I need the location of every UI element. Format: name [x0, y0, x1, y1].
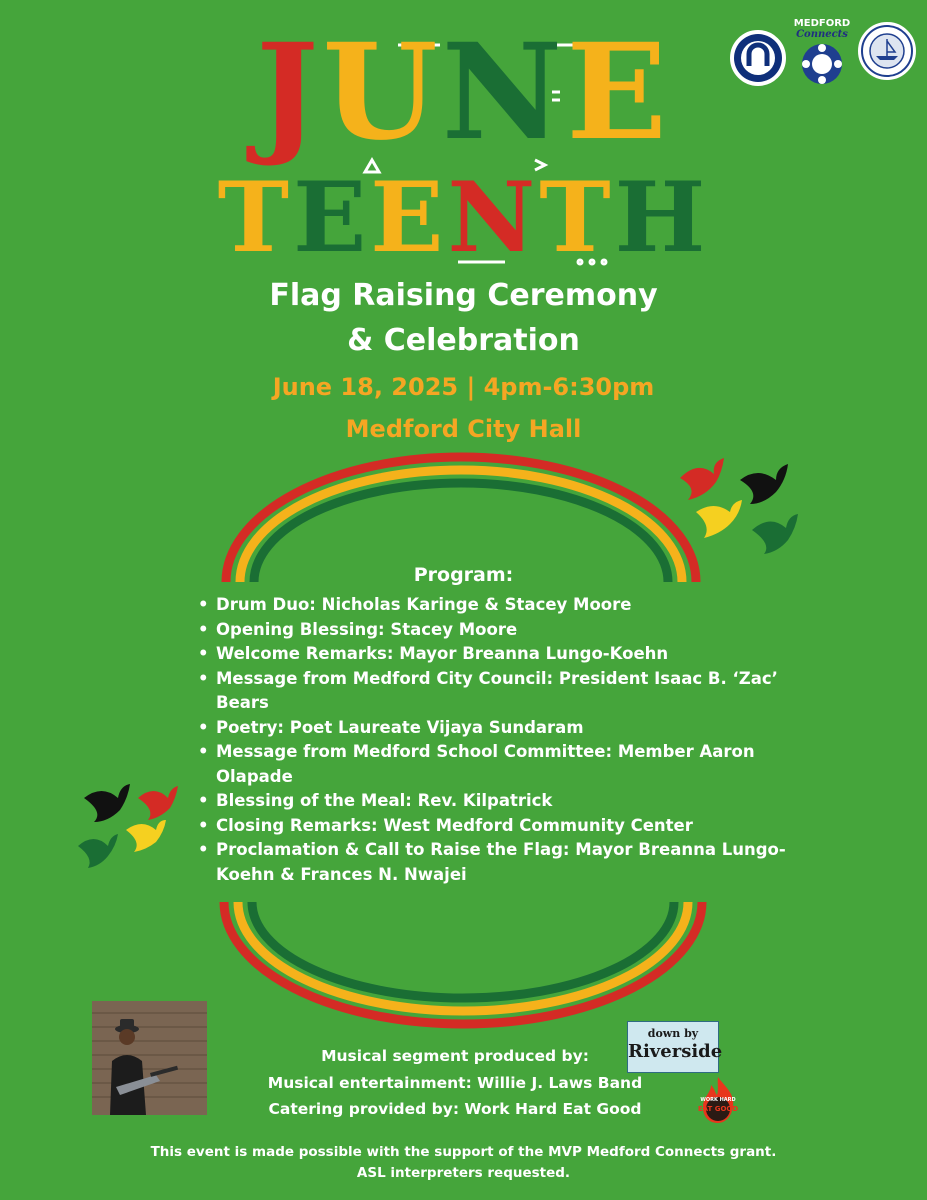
down-by-riverside-text-1: down by	[647, 1027, 699, 1040]
title-letter: T	[217, 161, 294, 274]
work-hard-eat-good-logo	[697, 1075, 739, 1125]
event-venue: Medford City Hall	[345, 415, 582, 443]
title-letter: H	[614, 161, 710, 274]
title-letter: E	[566, 15, 671, 170]
dove-icon	[126, 820, 166, 852]
doves-top-right	[680, 458, 798, 554]
credit-musical-segment: Musical segment produced by:	[321, 1047, 589, 1065]
dove-icon	[138, 786, 178, 820]
program-item: • Drum Duo: Nicholas Karinge & Stacey Moore	[196, 593, 816, 618]
program-item: • Closing Remarks: West Medford Community Center	[196, 814, 816, 839]
guitarist-photo-icon	[92, 1001, 207, 1115]
program-item: • Message from Medford City Council: President Isaac B. ‘Zac’ Bears	[196, 667, 816, 716]
program-heading: Program:	[413, 564, 514, 586]
title-letter: E	[293, 161, 371, 274]
down-by-riverside-logo	[627, 1021, 723, 1073]
footer-asl-notice: ASL interpreters requested.	[356, 1165, 571, 1181]
program-item: • Poetry: Poet Laureate Vijaya Sundaram	[196, 716, 816, 741]
program-item: • Message from Medford School Committee: Member Aaron Olapade	[196, 740, 816, 789]
dove-icon	[78, 834, 118, 868]
dove-icon	[696, 500, 742, 538]
credit-catering: Catering provided by: Work Hard Eat Good	[268, 1100, 642, 1118]
program-item: • Welcome Remarks: Mayor Breanna Lungo-Koehn	[196, 642, 816, 667]
program-item: • Opening Blessing: Stacey Moore	[196, 618, 816, 643]
title-letter: T	[539, 161, 615, 274]
dove-icon	[740, 464, 788, 504]
title-letter: U	[322, 15, 442, 170]
title-letter: N	[441, 15, 567, 170]
doves-bottom-left	[78, 784, 178, 868]
program-list	[196, 593, 816, 887]
medford-connects-text: MEDFORD	[793, 18, 851, 29]
medford-connects-script: Connects	[796, 29, 848, 40]
whe-text-1: WORK HARD	[700, 1097, 736, 1103]
whe-text-2: EAT GOOD	[697, 1105, 739, 1113]
title-juneteenth-line2	[0, 161, 927, 274]
title-letter: N	[447, 161, 540, 274]
dove-icon	[680, 458, 724, 500]
program-item: • Proclamation & Call to Raise the Flag: Mayor Breanna Lungo-Koehn & Frances N. Nwajei	[196, 838, 816, 887]
credit-musical-entertainment: Musical entertainment: Willie J. Laws Band	[267, 1074, 643, 1092]
program-item: • Blessing of the Meal: Rev. Kilpatrick	[196, 789, 816, 814]
dove-icon	[752, 514, 798, 554]
performer-photo	[92, 1001, 207, 1115]
event-date-time: June 18, 2025 | 4pm-6:30pm	[272, 373, 655, 401]
event-subtitle-line2: & Celebration	[347, 323, 580, 358]
bottom-rainbow-arcs	[224, 902, 702, 1024]
title-letter: E	[370, 161, 448, 274]
footer-grant-notice: This event is made possible with the support of the MVP Medford Connects grant.	[150, 1144, 777, 1160]
event-subtitle-line1: Flag Raising Ceremony	[269, 278, 658, 313]
dove-icon	[84, 784, 130, 822]
title-letter: J	[256, 15, 323, 170]
down-by-riverside-text-2: Riverside	[628, 1041, 723, 1062]
